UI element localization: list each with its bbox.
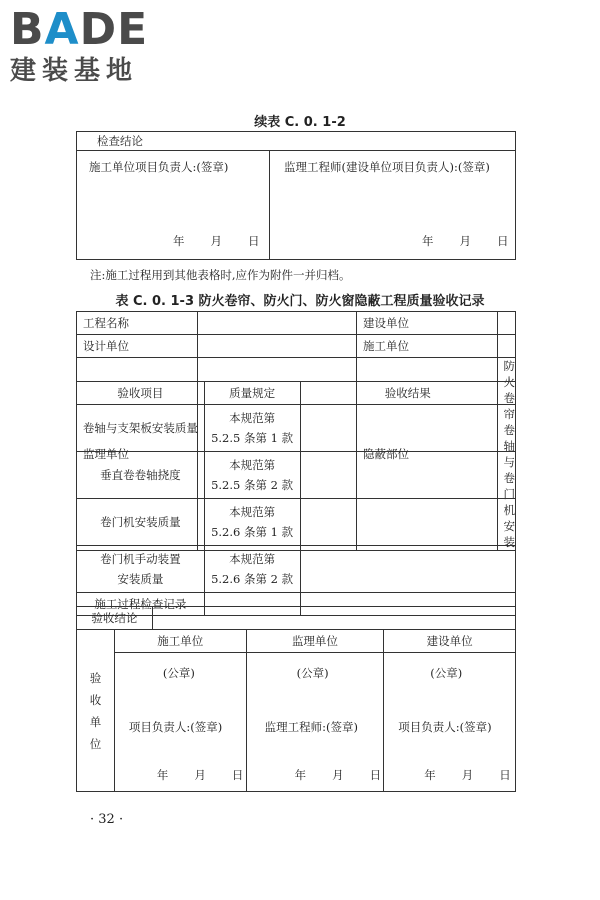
acceptance-items-table [76,381,516,616]
acceptance-sign-table [76,606,516,792]
project-name-value [198,312,357,335]
project-name-label: 工程名称 [77,312,198,335]
table-top-title: 续表 C. 0. 1-2 [254,115,346,130]
logo-wordmark: BADE [10,4,149,55]
seal-label: (公章) [430,666,463,680]
col-item-header: 验收项目 [77,382,205,405]
rule-cell: 本规范第 5.2.6 条第 1 款 [204,499,300,546]
rule-cell: 本规范第 5.2.5 条第 2 款 [204,452,300,499]
item-cell: 卷轴与支架板安装质量 [77,405,205,452]
seal-label: (公章) [296,666,329,680]
page-number: · 32 · [90,812,124,827]
sign-header-builder: 施工单位 [114,630,246,653]
inspection-conclusion-table [76,131,516,260]
acceptance-unit-label: 验 收 单 位 [77,630,115,792]
archive-note: 注:施工过程用到其他表格时,应作为附件一并归档。 [90,268,351,282]
logo-subtitle: 建装基地 [10,56,139,86]
sign-date: 年 月 日 [294,768,382,782]
signer-label: 监理工程师:(签章) [264,720,358,734]
sign-header-owner: 建设单位 [384,630,516,653]
item-cell: 卷门机手动装置 安装质量 [77,546,205,593]
hidden-part-label: 隐蔽部位 [356,358,497,551]
inspection-conclusion-label: 检查结论 [77,132,516,151]
builder-unit-label: 施工单位 [356,335,497,358]
seal-label: (公章) [162,666,195,680]
builder-sign-cell [77,151,270,260]
process-record-label: 施工过程检查记录 [77,593,205,616]
bade-logo [10,6,180,94]
design-unit-label: 设计单位 [77,335,198,358]
sign-header-supervisor: 监理单位 [246,630,384,653]
col-rule-header: 质量规定 [204,382,300,405]
col-result-header: 验收结果 [300,382,515,405]
rule-cell: 本规范第 5.2.5 条第 1 款 [204,405,300,452]
supervisor-sign-cell [270,151,516,260]
acceptance-conclusion-value [152,607,515,630]
design-unit-value [198,335,357,358]
table-main-title: 表 C. 0. 1-3 防火卷帘、防火门、防火窗隐蔽工程质量验收记录 [115,294,485,309]
hidden-part-value: 防火卷帘卷轴与卷门机安装 [497,358,516,551]
builder-signer: 施工单位项目负责人:(签章) [89,160,229,174]
result-cell [300,405,515,452]
table-row [77,499,516,546]
table-row [77,546,516,593]
result-cell [300,452,515,499]
sign-cell-builder [114,653,246,792]
sign-date: 年 月 日 [424,768,511,782]
signer-label: 项目负责人:(签章) [128,720,223,734]
sign-cell-supervisor [246,653,384,792]
table-row [77,452,516,499]
table-row [77,405,516,452]
sign-date: 年 月 日 [156,768,244,782]
supervision-unit-label: 监理单位 [77,358,198,551]
item-cell: 卷门机安装质量 [77,499,205,546]
builder-date: 年 月 日 [173,234,260,248]
item-cell: 垂直卷卷轴挠度 [77,452,205,499]
sign-cell-owner [384,653,516,792]
construction-unit-label: 建设单位 [356,312,497,335]
signer-label: 项目负责人:(签章) [398,720,492,734]
acceptance-conclusion-label: 验收结论 [77,607,153,630]
result-cell [300,546,515,593]
construction-unit-value [497,312,516,335]
builder-unit-value [497,335,516,358]
rule-cell: 本规范第 5.2.6 条第 2 款 [204,546,300,593]
supervisor-date: 年 月 日 [422,234,509,248]
result-cell [300,499,515,546]
supervisor-signer: 监理工程师(建设单位项目负责人):(签章) [284,160,490,174]
